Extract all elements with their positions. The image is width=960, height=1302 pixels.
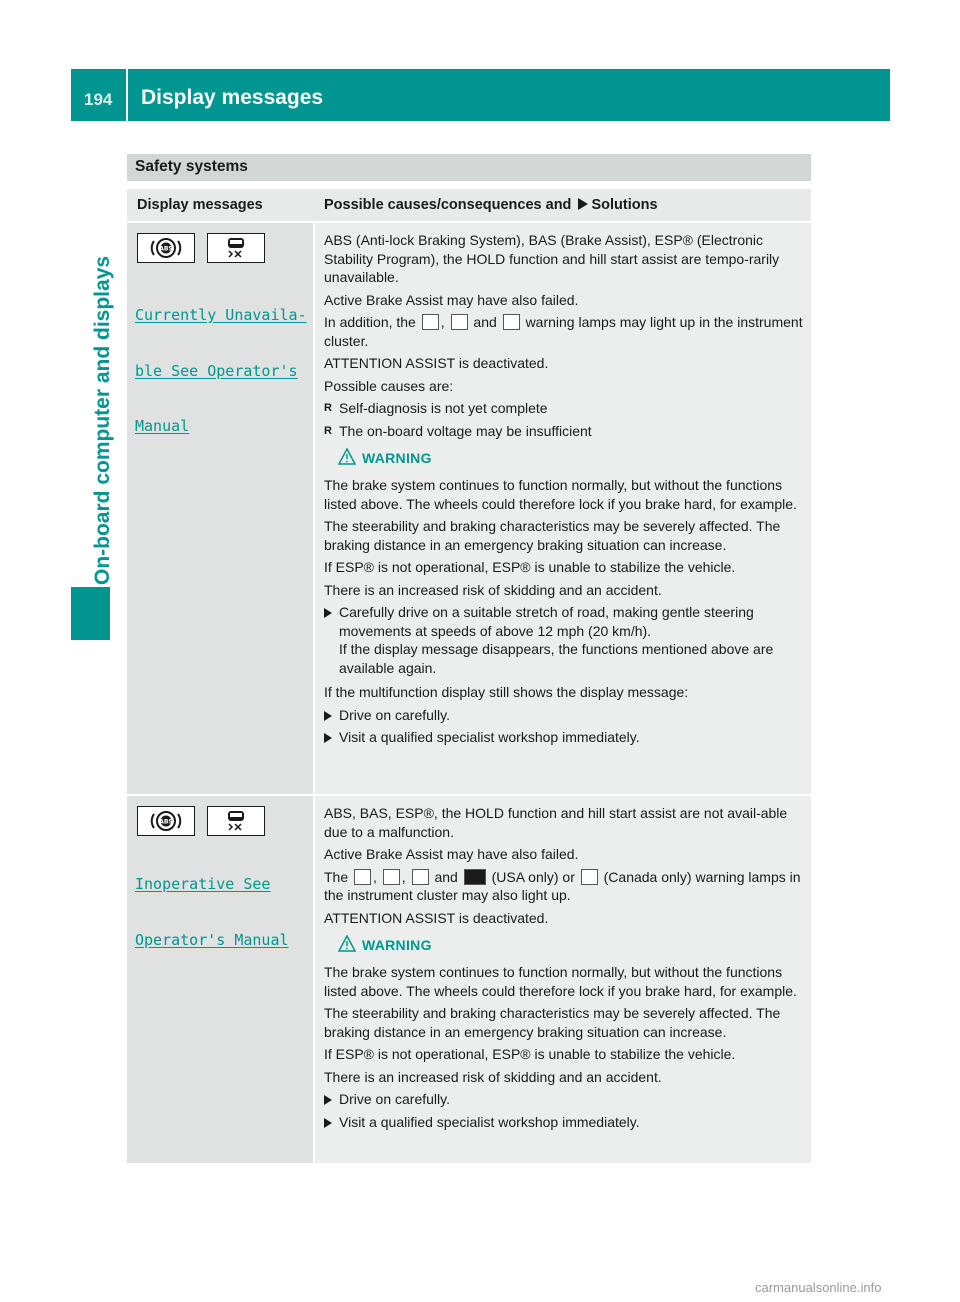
paragraph: The brake system continues to function normally, but without the functions listed above. The wheels could therefore lock if you brake hard, for example. bbox=[324, 964, 797, 999]
paragraph: ABS (Anti-lock Braking System), BAS (Brake Assist), ESP® (Electronic Stability Program), the HOLD function and hill start assist are tempo-rarily unavailable. bbox=[324, 232, 780, 285]
action-arrow-icon bbox=[324, 711, 332, 721]
text: , bbox=[401, 868, 406, 885]
action-text: Visit a qualified specialist workshop immediately. bbox=[339, 729, 640, 745]
action-item bbox=[324, 1090, 804, 1109]
section-title: Safety systems bbox=[135, 158, 248, 175]
text: (USA only) or bbox=[491, 868, 575, 885]
header-divider bbox=[126, 69, 128, 121]
column-header-solutions: Solutions bbox=[591, 197, 658, 213]
display-message-line: Manual bbox=[135, 417, 190, 435]
warning-triangle-icon bbox=[338, 935, 356, 952]
warning-heading bbox=[324, 448, 804, 468]
table-header bbox=[127, 189, 811, 221]
paragraph: If ESP® is not operational, ESP® is unable to stabilize the vehicle. bbox=[324, 559, 736, 575]
paragraph: The steerability and braking characteristics may be severely affected. The braking distance in an emergency braking situation can increase. bbox=[324, 1005, 781, 1040]
brake-warning-icon bbox=[464, 869, 486, 885]
action-arrow-icon bbox=[324, 608, 332, 618]
paragraph: If ESP® is not operational, ESP® is unable to stabilize the vehicle. bbox=[324, 1046, 736, 1062]
paragraph: ABS, BAS, ESP®, the HOLD function and hill start assist are not avail-able due to a malfunction. bbox=[324, 805, 788, 840]
esp-skid-icon bbox=[207, 806, 265, 836]
display-message-line: Operator's Manual bbox=[135, 930, 289, 949]
action-text: Drive on carefully. bbox=[339, 1091, 451, 1107]
action-item bbox=[324, 706, 804, 725]
paragraph-with-icons bbox=[324, 313, 804, 350]
column-header-causes-text: Possible causes/consequences and bbox=[324, 197, 572, 213]
action-text: Drive on carefully. bbox=[339, 706, 451, 723]
text: (Canada only) warning lamps in the instrument cluster may also light up. bbox=[324, 868, 801, 903]
side-tab-marker bbox=[71, 587, 110, 640]
abs-icon bbox=[137, 233, 195, 263]
action-arrow-icon bbox=[578, 198, 588, 210]
paragraph: Active Brake Assist may have also failed. bbox=[324, 846, 579, 862]
abs-icon bbox=[137, 806, 195, 836]
text: and bbox=[434, 868, 458, 885]
display-message-line: ble See Operator's bbox=[135, 361, 298, 380]
paragraph: There is an increased risk of skidding and an accident. bbox=[324, 1068, 662, 1085]
list-item-text: Self-diagnosis is not yet complete bbox=[339, 400, 548, 416]
paragraph-with-icons bbox=[324, 868, 804, 905]
paragraph: ATTENTION ASSIST is deactivated. bbox=[324, 909, 549, 926]
causes-cell bbox=[315, 223, 811, 794]
watermark: carmanualsonline.info bbox=[755, 1280, 882, 1295]
page-number: 194 bbox=[84, 90, 113, 109]
action-text: If the display message disappears, the functions mentioned above are available again. bbox=[339, 641, 774, 676]
text: , bbox=[373, 868, 377, 885]
paragraph: The steerability and braking characteristics may be severely affected. The braking distance in an emergency braking situation can increase. bbox=[324, 518, 781, 553]
display-message-line: Inoperative See bbox=[135, 875, 271, 893]
brake-canada-warning-icon bbox=[581, 869, 598, 885]
paragraph: The brake system continues to function normally, but without the functions listed above. The wheels could therefore lock if you brake hard, for example. bbox=[324, 477, 797, 512]
page-title: Display messages bbox=[141, 86, 324, 109]
warning-triangle-icon bbox=[338, 448, 356, 465]
warning-label: WARNING bbox=[362, 450, 432, 466]
esp-off-warning-icon bbox=[503, 314, 520, 330]
table-row bbox=[127, 796, 811, 1163]
text: and bbox=[473, 314, 497, 330]
message-cell bbox=[127, 796, 313, 1163]
column-header-causes bbox=[324, 197, 658, 213]
text: In addition, the bbox=[324, 314, 416, 330]
text: , bbox=[440, 314, 445, 330]
table-row bbox=[127, 223, 811, 794]
action-item bbox=[324, 603, 804, 677]
action-text: Carefully drive on a suitable stretch of road, making gentle steering movements at speeds of above 12 mph (20 km/h). bbox=[339, 604, 754, 639]
list-item bbox=[324, 399, 804, 418]
svg-text:ABS: ABS bbox=[159, 818, 173, 826]
paragraph: Active Brake Assist may have also failed. bbox=[324, 291, 579, 308]
causes-cell bbox=[315, 796, 811, 1163]
action-arrow-icon bbox=[324, 1118, 332, 1128]
warning-heading bbox=[324, 935, 804, 955]
svg-text:ABS: ABS bbox=[159, 245, 173, 253]
bullet-icon: R bbox=[324, 402, 332, 414]
column-header-messages: Display messages bbox=[137, 197, 263, 213]
action-text: Visit a qualified specialist workshop immediately. bbox=[339, 1113, 640, 1130]
abs-warning-icon bbox=[422, 314, 439, 330]
section-header bbox=[127, 154, 811, 181]
bullet-icon: R bbox=[324, 424, 332, 437]
action-item bbox=[324, 728, 804, 747]
paragraph: If the multifunction display still shows the display message: bbox=[324, 684, 689, 700]
paragraph: There is an increased risk of skidding and an accident. bbox=[324, 581, 662, 598]
action-arrow-icon bbox=[324, 733, 332, 743]
display-message-text bbox=[135, 838, 289, 986]
esp-warning-icon bbox=[451, 314, 468, 330]
side-tab-label: On-board computer and displays bbox=[91, 255, 114, 585]
esp-warning-icon bbox=[383, 869, 400, 885]
text: warning lamps may light up in the instrument cluster. bbox=[324, 314, 803, 349]
action-item bbox=[324, 1113, 804, 1132]
paragraph: Possible causes are: bbox=[324, 377, 454, 394]
esp-skid-icon bbox=[207, 233, 265, 263]
display-message-text bbox=[135, 269, 307, 473]
list-item bbox=[324, 422, 804, 441]
esp-off-warning-icon bbox=[412, 869, 429, 885]
display-message-line: Currently Unavaila‐ bbox=[135, 306, 307, 324]
action-arrow-icon bbox=[324, 1095, 332, 1105]
text: The bbox=[324, 868, 349, 885]
warning-label: WARNING bbox=[362, 937, 432, 953]
message-cell bbox=[127, 223, 313, 794]
paragraph: ATTENTION ASSIST is deactivated. bbox=[324, 355, 549, 371]
list-item-text: The on-board voltage may be insufficient bbox=[339, 422, 592, 439]
abs-warning-icon bbox=[354, 869, 371, 885]
